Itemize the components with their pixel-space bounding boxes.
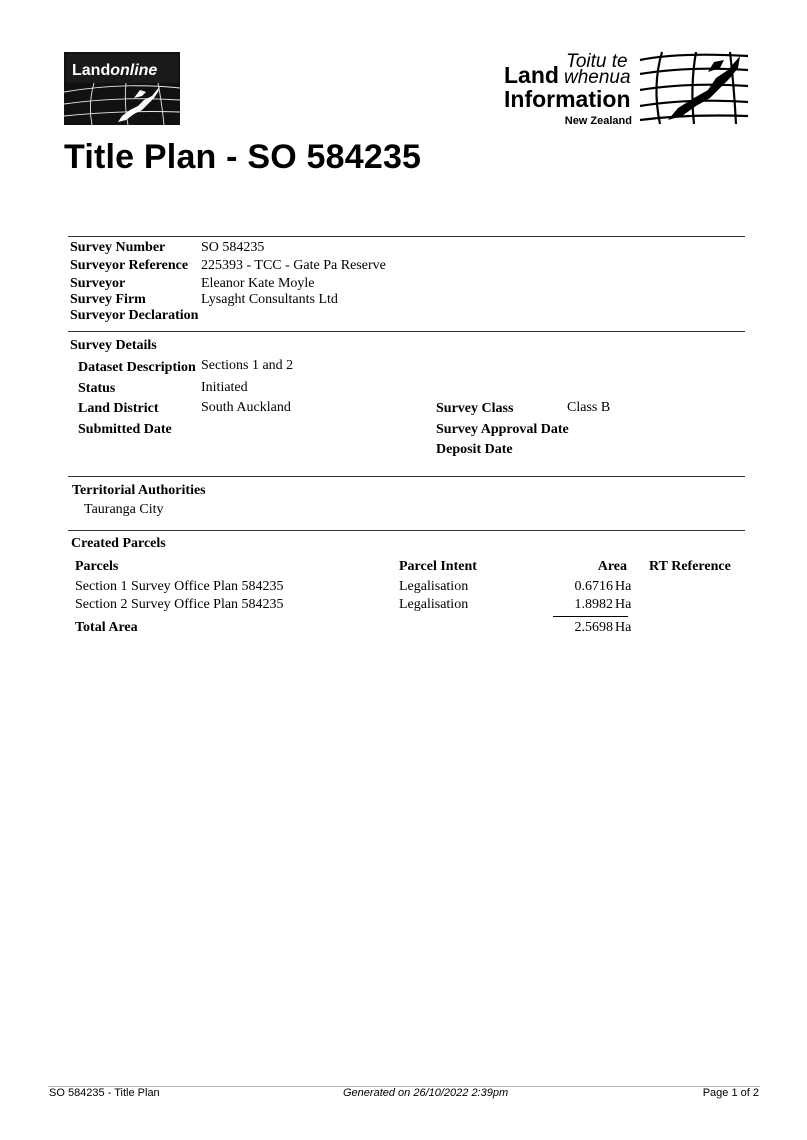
linz-logo: [504, 50, 750, 128]
surveyor-reference-value: 225393 - TCC - Gate Pa Reserve: [201, 258, 386, 273]
survey-number-value: SO 584235: [201, 240, 265, 255]
section-divider: [68, 530, 745, 531]
survey-firm-label: Survey Firm: [70, 292, 146, 307]
territorial-authority-item: Tauranga City: [84, 502, 164, 517]
surveyor-reference-label: Surveyor Reference: [70, 258, 189, 273]
section-divider: [68, 331, 745, 332]
svg-text:Toitu te: Toitu te: [566, 51, 628, 72]
parcels-column-header: Parcels: [75, 559, 119, 574]
survey-class-value: Class B: [567, 400, 611, 415]
svg-text:Land: Land: [504, 62, 559, 88]
footer-document-name: SO 584235 - Title Plan: [49, 1087, 160, 1099]
footer-generated-date: Generated on 26/10/2022 2:39pm: [343, 1087, 509, 1099]
survey-approval-date-label: Survey Approval Date: [436, 422, 569, 437]
page-title: Title Plan - SO 584235: [64, 138, 422, 176]
table-row-intent: Legalisation: [399, 579, 469, 594]
total-area-value: 2.5698: [574, 620, 613, 635]
table-row-intent: Legalisation: [399, 597, 469, 612]
table-row-area: 0.6716: [574, 579, 613, 594]
table-row-area-unit: Ha: [615, 597, 632, 612]
created-parcels-heading: Created Parcels: [71, 536, 166, 551]
dataset-description-label: Dataset Description: [78, 360, 196, 375]
survey-firm-value: Lysaght Consultants Ltd: [201, 292, 338, 307]
territorial-authorities-heading: Territorial Authorities: [72, 483, 206, 498]
survey-details-heading: Survey Details: [70, 338, 157, 353]
landonline-logo-text: Landonline: [72, 62, 158, 79]
status-value: Initiated: [201, 380, 248, 395]
land-district-label: Land District: [78, 401, 159, 416]
svg-text:whenua: whenua: [564, 67, 631, 88]
section-divider: [68, 236, 745, 237]
surveyor-value: Eleanor Kate Moyle: [201, 276, 315, 291]
deposit-date-label: Deposit Date: [436, 442, 513, 457]
rt-reference-column-header: RT Reference: [649, 559, 731, 574]
submitted-date-label: Submitted Date: [78, 422, 172, 437]
survey-class-label: Survey Class: [436, 401, 514, 416]
surveyor-declaration-label: Surveyor Declaration: [70, 308, 199, 323]
total-rule: [553, 616, 628, 617]
dataset-description-value: Sections 1 and 2: [201, 358, 294, 373]
table-row-parcel: Section 2 Survey Office Plan 584235: [75, 597, 284, 612]
table-row-parcel: Section 1 Survey Office Plan 584235: [75, 579, 284, 594]
total-area-label: Total Area: [75, 620, 138, 635]
table-row-area-unit: Ha: [615, 579, 632, 594]
svg-text:New Zealand: New Zealand: [564, 115, 632, 127]
survey-number-label: Survey Number: [70, 240, 166, 255]
status-label: Status: [78, 381, 116, 396]
area-column-header: Area: [597, 559, 627, 574]
table-row-area: 1.8982: [574, 597, 613, 612]
total-area-unit: Ha: [615, 620, 632, 635]
landonline-logo: [64, 52, 180, 125]
land-district-value: South Auckland: [201, 400, 291, 415]
parcel-intent-column-header: Parcel Intent: [399, 559, 477, 574]
svg-text:Information: Information: [504, 86, 631, 112]
footer-page-number: Page 1 of 2: [702, 1087, 759, 1099]
section-divider: [68, 476, 745, 477]
surveyor-label: Surveyor: [70, 276, 126, 291]
